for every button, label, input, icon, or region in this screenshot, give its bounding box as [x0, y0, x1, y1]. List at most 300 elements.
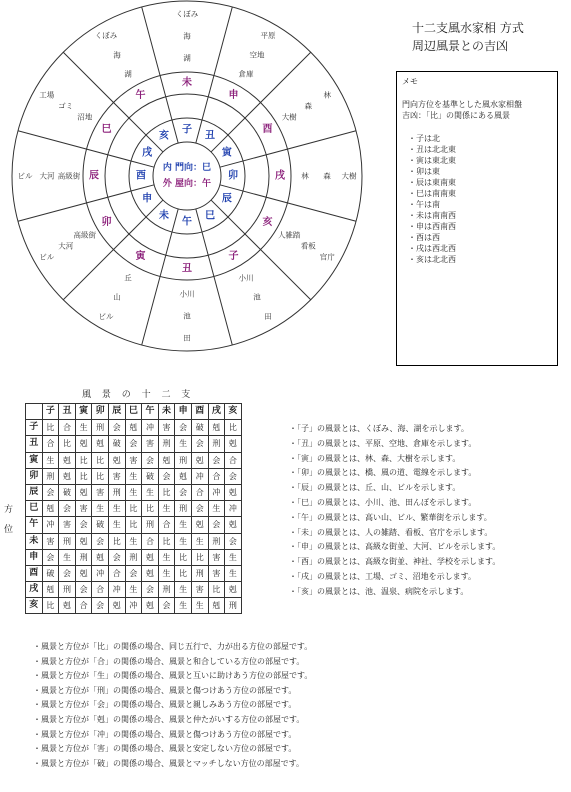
scenery-label: 倉庫: [238, 69, 254, 79]
table-cell: 合: [92, 582, 109, 598]
scenery-note: ・「酉」の風景とは、高級な街並、神社、学校を示します。: [289, 557, 501, 567]
table-cell: 害: [108, 468, 125, 484]
memo-item: ・午は南: [408, 200, 440, 209]
memo-item: ・丑は北北東: [408, 145, 456, 154]
table-cell: 剋: [108, 452, 125, 468]
table-cell: 合: [42, 436, 59, 452]
relation-table: [25, 403, 242, 614]
table-cell: 生: [175, 436, 192, 452]
table-cell: 生: [175, 582, 192, 598]
column-header: 申: [175, 404, 192, 420]
table-cell: 合: [191, 484, 208, 500]
table-cell: 生: [125, 533, 142, 549]
scenery-label: 大河: [58, 241, 74, 251]
scenery-label: 森: [304, 101, 312, 111]
scenery-label: 高級街: [57, 171, 81, 181]
outer-zodiac-label: 未: [182, 77, 192, 89]
table-cell: 生: [175, 598, 192, 614]
scenery-label: 小川: [179, 289, 195, 299]
scenery-label: ビル: [17, 171, 33, 181]
table-cell: 剋: [175, 468, 192, 484]
wheel-divider: [18, 131, 154, 167]
relation-note: ・風景と方位が「破」の関係の場合、風景とマッチしない方位の部屋です。: [33, 758, 305, 768]
table-cell: 生: [158, 565, 175, 581]
scenery-label: 大樹: [281, 112, 297, 122]
table-cell: 生: [225, 565, 242, 581]
outer-zodiac-label: 申: [228, 89, 239, 101]
memo-item: ・酉は西: [408, 233, 440, 242]
column-header: 亥: [225, 404, 242, 420]
inner-zodiac-label: 寅: [221, 147, 232, 159]
table-row: [26, 598, 242, 614]
table-cell: 刑: [59, 582, 76, 598]
table-cell: 会: [75, 517, 92, 533]
row-header: 子: [26, 420, 43, 436]
outer-zodiac-label: 辰: [89, 170, 99, 182]
outer-zodiac-label: 卯: [101, 217, 112, 228]
relation-note: ・風景と方位が「合」の関係の場合、風景と和合している方位の部屋です。: [33, 656, 305, 666]
row-header: 巳: [26, 501, 43, 517]
wheel-divider: [142, 209, 178, 345]
table-cell: 生: [75, 420, 92, 436]
table-cell: 冲: [142, 420, 159, 436]
outer-zodiac-label: 亥: [262, 217, 273, 228]
table-cell: 害: [142, 436, 159, 452]
column-header: 未: [158, 404, 175, 420]
table-cell: 剋: [42, 582, 59, 598]
outer-zodiac-label: 酉: [262, 124, 273, 135]
table-cell: 比: [208, 582, 225, 598]
table-cell: 比: [108, 533, 125, 549]
table-cell: 刑: [175, 452, 192, 468]
table-cell: 生: [125, 484, 142, 500]
memo-item: ・亥は北北西: [408, 255, 456, 264]
table-cell: 合: [225, 452, 242, 468]
table-cell: 生: [125, 468, 142, 484]
table-cell: 剋: [208, 598, 225, 614]
outer-zodiac-label: 巳: [101, 124, 112, 135]
wheel-center-house: 外 屋向：午: [162, 179, 212, 189]
table-cell: 会: [158, 598, 175, 614]
table-cell: 会: [125, 565, 142, 581]
scenery-label: 森: [323, 171, 331, 181]
scenery-notes: [289, 422, 500, 600]
scenery-label: 池: [253, 292, 261, 302]
table-cell: 害: [125, 452, 142, 468]
table-cell: 会: [125, 436, 142, 452]
inner-zodiac-label: 子: [182, 124, 192, 136]
table-cell: 剋: [191, 452, 208, 468]
scenery-label: くぼみ: [94, 31, 118, 41]
table-cell: 比: [92, 468, 109, 484]
feng-shui-wheel: [0, 0, 390, 380]
table-cell: 刑: [158, 582, 175, 598]
table-cell: 生: [125, 582, 142, 598]
table-cell: 剋: [158, 452, 175, 468]
table-cell: 会: [92, 533, 109, 549]
table-cell: 害: [75, 501, 92, 517]
memo-intro-1: 門向方位を基準とした風水家相盤: [402, 100, 522, 109]
memo-item: ・子は北: [408, 134, 440, 143]
table-cell: 冲: [125, 598, 142, 614]
table-cell: 破: [108, 436, 125, 452]
scenery-label: 大樹: [341, 171, 357, 181]
scenery-label: 林: [323, 90, 332, 100]
wheel-divider: [220, 131, 356, 167]
table-caption: 風 景 の 十 二 支: [82, 390, 195, 400]
column-header: 午: [142, 404, 159, 420]
table-cell: 会: [92, 598, 109, 614]
column-header: 巳: [125, 404, 142, 420]
table-cell: 比: [175, 549, 192, 565]
table-cell: 会: [42, 549, 59, 565]
scenery-label: 山: [113, 292, 121, 302]
page-title: 十二支風水家相 方式: [412, 21, 524, 35]
inner-zodiac-label: 巳: [205, 210, 215, 222]
table-cell: 剋: [225, 582, 242, 598]
scenery-label: 沼地: [77, 112, 93, 122]
scenery-label: 看板: [300, 241, 316, 251]
row-header: 申: [26, 549, 43, 565]
table-cell: 比: [225, 420, 242, 436]
scenery-note: ・「申」の風景とは、高級な街並、大河、ビルを示します。: [289, 542, 501, 552]
table-cell: 破: [142, 468, 159, 484]
scenery-note: ・「戌」の風景とは、工場、ゴミ、沼地を示します。: [289, 571, 477, 581]
table-cell: 会: [59, 565, 76, 581]
scenery-label: 湖: [124, 69, 132, 79]
table-cell: 比: [42, 598, 59, 614]
relation-note: ・風景と方位が「刑」の関係の場合、風景と傷つけあう方位の部屋です。: [33, 685, 297, 695]
scenery-label: くぼみ: [175, 9, 199, 19]
outer-zodiac-label: 子: [228, 251, 239, 263]
table-cell: 比: [42, 420, 59, 436]
relation-note: ・風景と方位が「害」の関係の場合、風景と安定しない方位の部屋です。: [33, 744, 297, 754]
row-header: 酉: [26, 565, 43, 581]
table-cell: 剋: [125, 420, 142, 436]
table-cell: 会: [142, 452, 159, 468]
table-cell: 会: [158, 468, 175, 484]
table-cell: 生: [158, 501, 175, 517]
table-cell: 生: [158, 549, 175, 565]
memo-intro-2: 吉凶：「比」の関係にある風景: [402, 111, 510, 120]
table-cell: 剋: [59, 468, 76, 484]
scenery-note: ・「辰」の風景とは、丘、山、ビルを示します。: [289, 483, 461, 493]
table-cell: 比: [142, 501, 159, 517]
table-cell: 会: [208, 452, 225, 468]
table-cell: 剋: [191, 517, 208, 533]
table-cell: 合: [208, 468, 225, 484]
table-cell: 生: [142, 484, 159, 500]
table-cell: 比: [158, 533, 175, 549]
row-header: 午: [26, 517, 43, 533]
table-cell: 比: [59, 436, 76, 452]
row-header: 辰: [26, 484, 43, 500]
table-cell: 害: [158, 420, 175, 436]
row-header: 寅: [26, 452, 43, 468]
scenery-label: 官庁: [319, 252, 335, 262]
table-cell: 剋: [142, 598, 159, 614]
table-cell: 合: [75, 598, 92, 614]
table-cell: 生: [225, 549, 242, 565]
table-cell: 剋: [59, 598, 76, 614]
table-cell: 生: [42, 452, 59, 468]
inner-zodiac-label: 午: [182, 216, 192, 228]
table-cell: 比: [175, 565, 192, 581]
table-cell: 刑: [75, 549, 92, 565]
scenery-note: ・「卯」の風景とは、橋、風の道、電線を示します。: [289, 468, 477, 478]
scenery-note: ・「子」の風景とは、くぼみ、海、湖を示します。: [289, 424, 469, 433]
wheel-divider: [63, 200, 163, 300]
table-cell: 剋: [225, 436, 242, 452]
scenery-note: ・「寅」の風景とは、林、森、大樹を示します。: [289, 453, 461, 463]
memo-item: ・寅は東北東: [408, 156, 456, 165]
table-cell: 刑: [142, 517, 159, 533]
table-cell: 合: [108, 565, 125, 581]
table-cell: 生: [175, 517, 192, 533]
relation-note: ・風景と方位が「冲」の関係の場合、風景と傷つけあう方位の部屋です。: [33, 729, 297, 739]
table-cell: 会: [225, 468, 242, 484]
inner-zodiac-label: 亥: [159, 130, 169, 142]
table-cell: 会: [175, 420, 192, 436]
scenery-note: ・「丑」の風景とは、平原、空地、倉庫を示します。: [289, 438, 477, 448]
table-cell: 破: [59, 484, 76, 500]
table-cell: 比: [125, 501, 142, 517]
page-subtitle: 周辺風景との吉凶: [412, 39, 509, 53]
table-row: [26, 468, 242, 484]
table-cell: 冲: [208, 484, 225, 500]
table-cell: 刑: [158, 436, 175, 452]
inner-zodiac-label: 卯: [228, 170, 238, 182]
wheel-divider: [196, 209, 232, 345]
memo-item: ・未は南南西: [408, 211, 456, 220]
table-cell: 会: [142, 582, 159, 598]
table-cell: 害: [42, 533, 59, 549]
side-label-top: 方: [4, 505, 14, 515]
scenery-label: 空地: [249, 50, 265, 60]
table-cell: 比: [191, 549, 208, 565]
scenery-label: 小川: [238, 273, 254, 283]
table-cell: 刑: [125, 549, 142, 565]
table-cell: 剋: [75, 565, 92, 581]
table-row: [26, 420, 242, 436]
table-cell: 刑: [108, 484, 125, 500]
table-cell: 剋: [225, 484, 242, 500]
outer-zodiac-label: 寅: [135, 251, 146, 263]
table-cell: 生: [175, 533, 192, 549]
inner-zodiac-label: 申: [142, 193, 153, 205]
inner-zodiac-label: 酉: [136, 170, 146, 182]
table-cell: 剋: [92, 436, 109, 452]
table-cell: 生: [59, 549, 76, 565]
row-header: 卯: [26, 468, 43, 484]
scenery-label: ビル: [98, 311, 114, 321]
wheel-divider: [196, 7, 232, 143]
table-cell: 合: [142, 533, 159, 549]
table-corner-cell: [26, 404, 43, 420]
wheel-divider: [220, 185, 356, 221]
scenery-label: 大河: [39, 171, 55, 181]
table-row: [26, 501, 242, 517]
inner-zodiac-label: 辰: [221, 193, 232, 205]
table-cell: 刑: [225, 598, 242, 614]
row-header: 亥: [26, 598, 43, 614]
inner-zodiac-label: 戌: [142, 147, 153, 159]
table-cell: 比: [158, 484, 175, 500]
wheel-center-door: 内 門向：巳: [162, 163, 212, 173]
relation-note: ・風景と方位が「会」の関係の場合、風景と親しみあう方位の部屋です。: [33, 700, 297, 710]
table-cell: 会: [108, 549, 125, 565]
table-row: [26, 565, 242, 581]
scenery-label: 高級街: [73, 230, 97, 240]
side-label-bottom: 位: [4, 525, 14, 535]
table-row: [26, 452, 242, 468]
scenery-note: ・「午」の風景とは、高い山、ビル、繁華街を示します。: [289, 512, 492, 522]
table-cell: 剋: [92, 549, 109, 565]
scenery-label: 海: [183, 31, 191, 41]
table-cell: 害: [208, 549, 225, 565]
table-cell: 刑: [59, 533, 76, 549]
row-header: 戌: [26, 582, 43, 598]
scenery-label: 田: [183, 333, 191, 343]
table-cell: 冲: [108, 582, 125, 598]
scenery-label: 丘: [124, 273, 132, 283]
scenery-label: 湖: [183, 53, 191, 63]
scenery-label: ビル: [39, 252, 55, 262]
table-cell: 会: [175, 484, 192, 500]
scenery-label: 工場: [39, 90, 55, 100]
table-cell: 会: [75, 582, 92, 598]
memo-item: ・巳は南南東: [408, 189, 456, 198]
inner-zodiac-label: 丑: [205, 130, 215, 142]
scenery-label: 海: [113, 50, 121, 60]
relation-note: ・風景と方位が「剋」の関係の場合、風景と仲たがいする方位の部屋です。: [33, 714, 305, 724]
memo-item: ・申は西南西: [408, 222, 456, 231]
scenery-note: ・「亥」の風景とは、池、温泉、病院を示します。: [289, 586, 469, 596]
memo-label: メモ: [402, 77, 418, 86]
scenery-note: ・「未」の風景とは、人の雑踏、看板、官庁を示します。: [289, 527, 493, 537]
wheel-divider: [63, 52, 163, 152]
table-cell: 冲: [225, 501, 242, 517]
table-cell: 生: [108, 501, 125, 517]
table-cell: 害: [92, 484, 109, 500]
table-cell: 生: [191, 533, 208, 549]
table-cell: 害: [191, 582, 208, 598]
table-cell: 比: [75, 468, 92, 484]
table-row: [26, 533, 242, 549]
table-cell: 剋: [108, 598, 125, 614]
table-cell: 刑: [175, 501, 192, 517]
table-cell: 剋: [59, 452, 76, 468]
wheel-divider: [18, 185, 154, 221]
memo-item: ・卯は東: [408, 167, 440, 176]
scenery-label: 林: [301, 171, 309, 181]
table-cell: 比: [125, 517, 142, 533]
column-header: 丑: [59, 404, 76, 420]
wheel-divider: [142, 7, 178, 143]
scenery-label: 田: [264, 311, 272, 321]
relation-note: ・風景と方位が「比」の関係の場合、同じ五行で、力が出る方位の部屋です。: [33, 642, 313, 651]
table-cell: 剋: [142, 549, 159, 565]
table-cell: 破: [92, 517, 109, 533]
scenery-note: ・「巳」の風景とは、小川、池、田んぼを示します。: [289, 497, 477, 507]
table-row: [26, 517, 242, 533]
table-cell: 刑: [208, 533, 225, 549]
wheel-divider: [211, 52, 311, 152]
table-row: [26, 582, 242, 598]
column-header: 卯: [92, 404, 109, 420]
scenery-label: 池: [183, 311, 191, 321]
table-row: [26, 436, 242, 452]
table-cell: 比: [92, 452, 109, 468]
table-cell: 刑: [42, 468, 59, 484]
row-header: 未: [26, 533, 43, 549]
table-cell: 冲: [191, 468, 208, 484]
memo-item: ・戌は西北西: [408, 244, 456, 253]
table-cell: 剋: [42, 501, 59, 517]
table-cell: 害: [59, 517, 76, 533]
row-header: 丑: [26, 436, 43, 452]
table-cell: 破: [42, 565, 59, 581]
table-cell: 会: [42, 484, 59, 500]
table-cell: 害: [208, 565, 225, 581]
table-cell: 刑: [208, 436, 225, 452]
scenery-label: 人雑踏: [277, 230, 301, 240]
column-header: 子: [42, 404, 59, 420]
outer-zodiac-label: 午: [135, 89, 146, 101]
table-cell: 比: [75, 452, 92, 468]
table-cell: 会: [108, 420, 125, 436]
table-cell: 生: [108, 517, 125, 533]
table-cell: 剋: [75, 436, 92, 452]
table-cell: 会: [208, 517, 225, 533]
table-cell: 会: [59, 501, 76, 517]
relation-note: ・風景と方位が「生」の関係の場合、風景と互いに助けあう方位の部屋です。: [33, 671, 313, 681]
table-cell: 剋: [75, 533, 92, 549]
table-cell: 生: [208, 501, 225, 517]
table-cell: 冲: [92, 565, 109, 581]
column-header: 酉: [191, 404, 208, 420]
memo-item: ・辰は東南東: [408, 178, 456, 187]
column-header: 戌: [208, 404, 225, 420]
column-header: 辰: [108, 404, 125, 420]
table-cell: 刑: [191, 565, 208, 581]
table-cell: 刑: [92, 420, 109, 436]
memo-box: [396, 71, 558, 366]
wheel-divider: [211, 200, 311, 300]
table-cell: 合: [59, 420, 76, 436]
table-cell: 剋: [75, 484, 92, 500]
table-cell: 生: [92, 501, 109, 517]
table-cell: 会: [191, 501, 208, 517]
table-cell: 剋: [142, 565, 159, 581]
table-cell: 破: [191, 420, 208, 436]
table-row: [26, 549, 242, 565]
outer-zodiac-label: 戌: [275, 170, 285, 182]
table-cell: 合: [158, 517, 175, 533]
table-cell: 剋: [225, 517, 242, 533]
scenery-label: 平原: [260, 31, 276, 41]
table-cell: 会: [191, 436, 208, 452]
scenery-label: ゴミ: [58, 101, 74, 111]
inner-zodiac-label: 未: [159, 210, 169, 222]
relation-legend: [33, 640, 312, 771]
outer-zodiac-label: 丑: [182, 263, 192, 275]
table-cell: 生: [191, 598, 208, 614]
table-cell: 剋: [208, 420, 225, 436]
wheel-ring-0: [153, 142, 221, 210]
table-cell: 会: [225, 533, 242, 549]
memo-direction-list: [408, 133, 552, 265]
